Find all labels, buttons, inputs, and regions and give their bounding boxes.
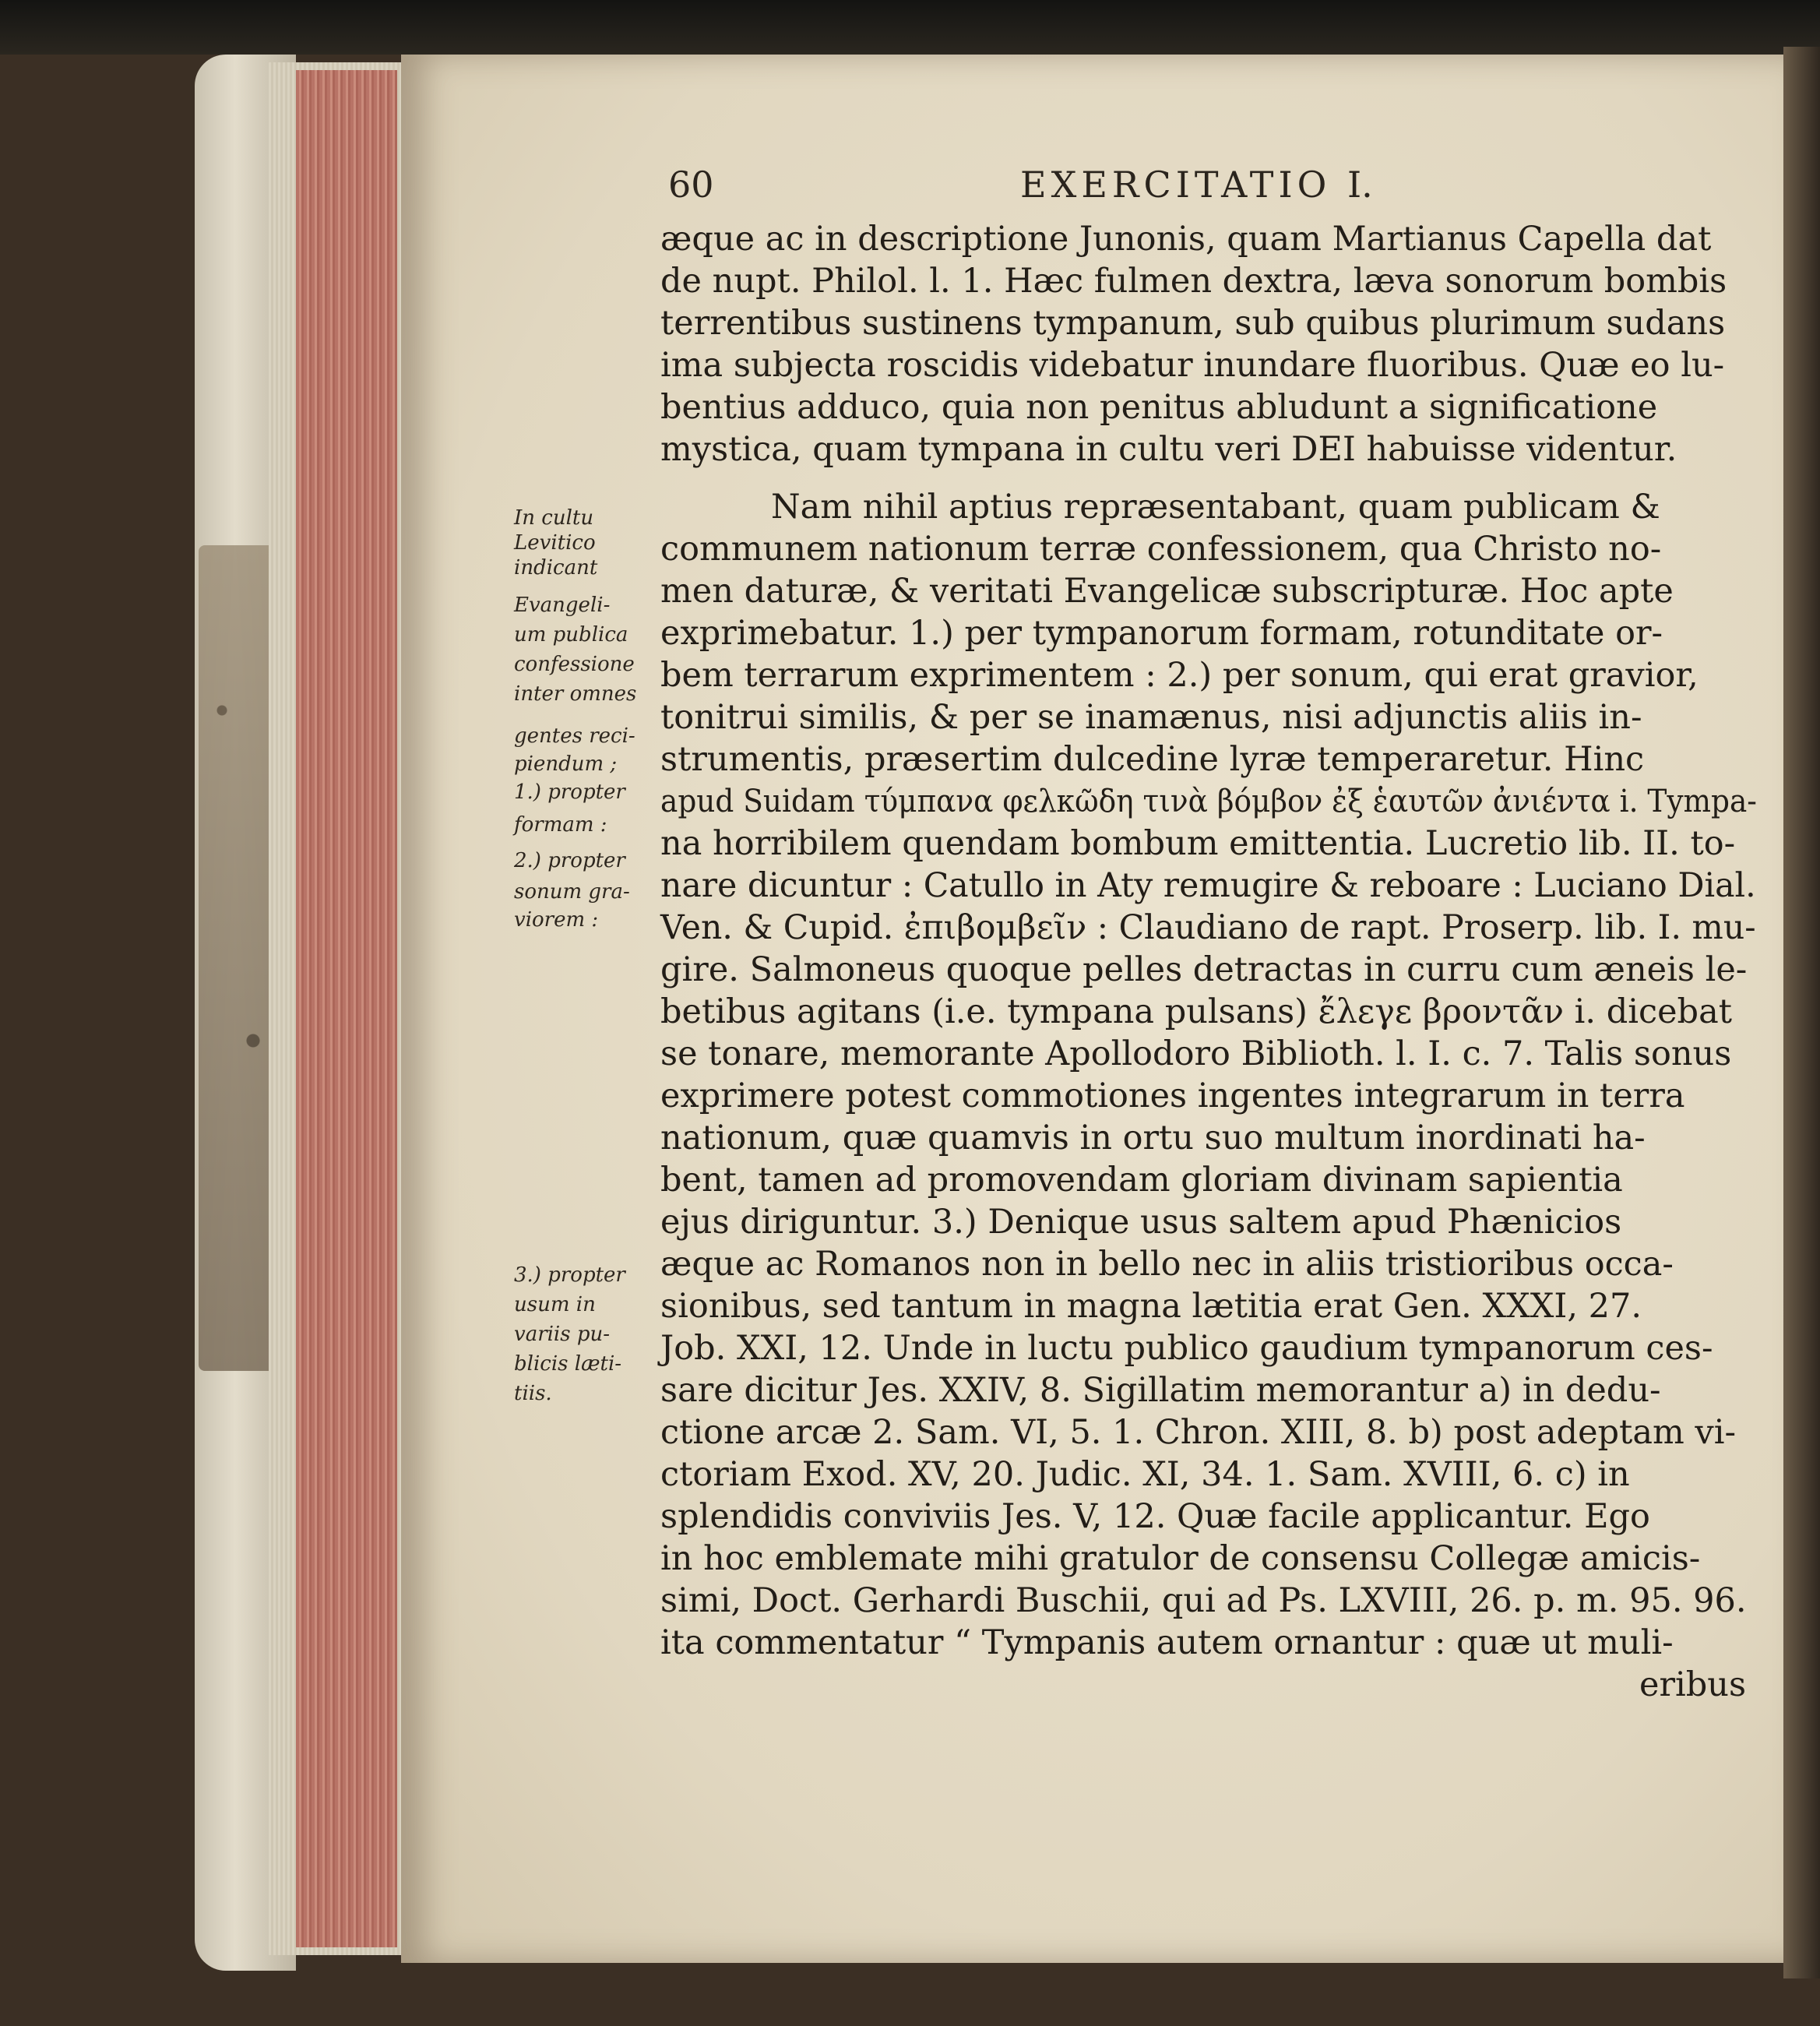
margin-note-line: blicis læti- [514, 1352, 622, 1376]
text-line: ejus diriguntur. 3.) Denique usus saltem apud Phænicios [660, 1203, 1622, 1242]
text-line: ima subjecta roscidis videbatur inundare fluoribus. Quæ eo lu- [660, 346, 1725, 385]
text-line: betibus agitans (i.e. tympana pulsans) ἔλεγε βροντᾶν i. dicebat [660, 992, 1732, 1031]
scan-background [0, 0, 1820, 55]
text-line: splendidis conviviis Jes. V, 12. Quæ facile applicantur. Ego [660, 1497, 1650, 1536]
text-line: tonitrui similis, & per se inamænus, nisi adjunctis aliis in- [660, 698, 1642, 737]
text-line: de nupt. Philol. l. 1. Hæc fulmen dextra, læva sonorum bombis [660, 262, 1727, 301]
text-line: na horribilem quendam bombum emittentia. Lucretio lib. II. to- [660, 824, 1736, 863]
margin-note-line: piendum ; [514, 752, 618, 776]
text-line: nare dicuntur : Catullo in Aty remugire & reboare : Luciano Dial. [660, 866, 1756, 905]
text-line: gire. Salmoneus quoque pelles detractas in curru cum æneis le- [660, 950, 1748, 989]
text-line: simi, Doct. Gerhardi Buschii, qui ad Ps. LXVIII, 26. p. m. 95. 96. [660, 1581, 1747, 1620]
text-line: Ven. & Cupid. ἐπιβομβεῖν : Claudiano de rapt. Proserp. lib. I. mu- [660, 908, 1756, 947]
margin-note-line: 1.) propter [514, 780, 625, 804]
margin-note-line: confessione [514, 653, 635, 676]
text-line: in hoc emblemate mihi gratulor de consensu Collegæ amicis- [660, 1539, 1701, 1578]
margin-note-line: usum in [514, 1293, 596, 1316]
text-line: terrentibus sustinens tympanum, sub quibus plurimum sudans [660, 304, 1726, 343]
margin-note-line: 2.) propter [514, 849, 625, 872]
text-line: nationum, quæ quamvis in ortu suo multum inordinati ha- [660, 1119, 1646, 1157]
red-page-edge [296, 70, 397, 1947]
text-line: æque ac in descriptione Junonis, quam Martianus Capella dat [660, 220, 1712, 259]
text-line: apud Suidam τύμπανα φελκῶδη τινὰ βόμβον ἐξ ἑαυτῶν ἀνιέντα i. Tympa- [660, 784, 1757, 819]
text-line: sionibus, sed tantum in magna lætitia erat Gen. XXXI, 27. [660, 1287, 1642, 1326]
margin-note-line: 3.) propter [514, 1263, 625, 1287]
margin-note-line: gentes reci- [514, 724, 635, 748]
facing-page-edge [1783, 47, 1820, 1978]
text-line: men daturæ, & veritati Evangelicæ subscripturæ. Hoc apte [660, 572, 1674, 611]
margin-note-line: variis pu- [514, 1323, 611, 1346]
margin-note-line: Levitico [514, 531, 596, 555]
catchword: eribus [1639, 1665, 1747, 1704]
margin-note-line: sonum gra- [514, 880, 630, 904]
text-line: exprimere potest commotiones ingentes integrarum in terra [660, 1076, 1685, 1115]
text-line: sare dicitur Jes. XXIV, 8. Sigillatim memorantur a) in dedu- [660, 1371, 1661, 1410]
cover-stain [199, 545, 276, 1371]
margin-note-line: inter omnes [514, 682, 637, 706]
text-line: Job. XXI, 12. Unde in luctu publico gaudium tympanorum ces- [660, 1329, 1713, 1368]
running-title-number: I. [1347, 164, 1373, 206]
text-line: Nam nihil aptius repræsentabant, quam publicam & [771, 488, 1660, 527]
text-line: mystica, quam tympana in cultu veri DEI habuisse videntur. [660, 430, 1677, 469]
text-line: ctione arcæ 2. Sam. VI, 5. 1. Chron. XIII, 8. b) post adeptam vi- [660, 1413, 1736, 1452]
text-line: communem nationum terræ confessionem, qua Christo no- [660, 530, 1662, 569]
text-line: bent, tamen ad promovendam gloriam divinam sapientia [660, 1161, 1623, 1200]
text-line: exprimebatur. 1.) per tympanorum formam, rotunditate or- [660, 614, 1663, 653]
text-line: ita commentatur “ Tympanis autem ornantur : quæ ut muli- [660, 1623, 1674, 1662]
text-line: bentius adduco, quia non penitus abludunt a significatione [660, 388, 1658, 427]
margin-note-line: um publica [514, 623, 628, 647]
margin-note-line: viorem : [514, 908, 599, 932]
text-line: ctoriam Exod. XV, 20. Judic. XI, 34. 1. Sam. XVIII, 6. c) in [660, 1455, 1630, 1494]
running-title: EXERCITATIO [1020, 164, 1332, 206]
margin-note-line: indicant [514, 556, 598, 580]
text-line: strumentis, præsertim dulcedine lyræ temperaretur. Hinc [660, 740, 1645, 779]
margin-note-line: tiis. [514, 1382, 552, 1405]
page-number: 60 [668, 164, 714, 206]
margin-note-line: Evangeli- [514, 594, 611, 617]
text-line: se tonare, memorante Apollodoro Biblioth. l. I. c. 7. Talis sonus [660, 1034, 1732, 1073]
text-line: bem terrarum exprimentem : 2.) per sonum, qui erat gravior, [660, 656, 1699, 695]
margin-note-line: formam : [514, 813, 607, 837]
text-line: æque ac Romanos non in bello nec in aliis tristioribus occa- [660, 1245, 1674, 1284]
margin-note-line: In cultu [514, 506, 594, 530]
